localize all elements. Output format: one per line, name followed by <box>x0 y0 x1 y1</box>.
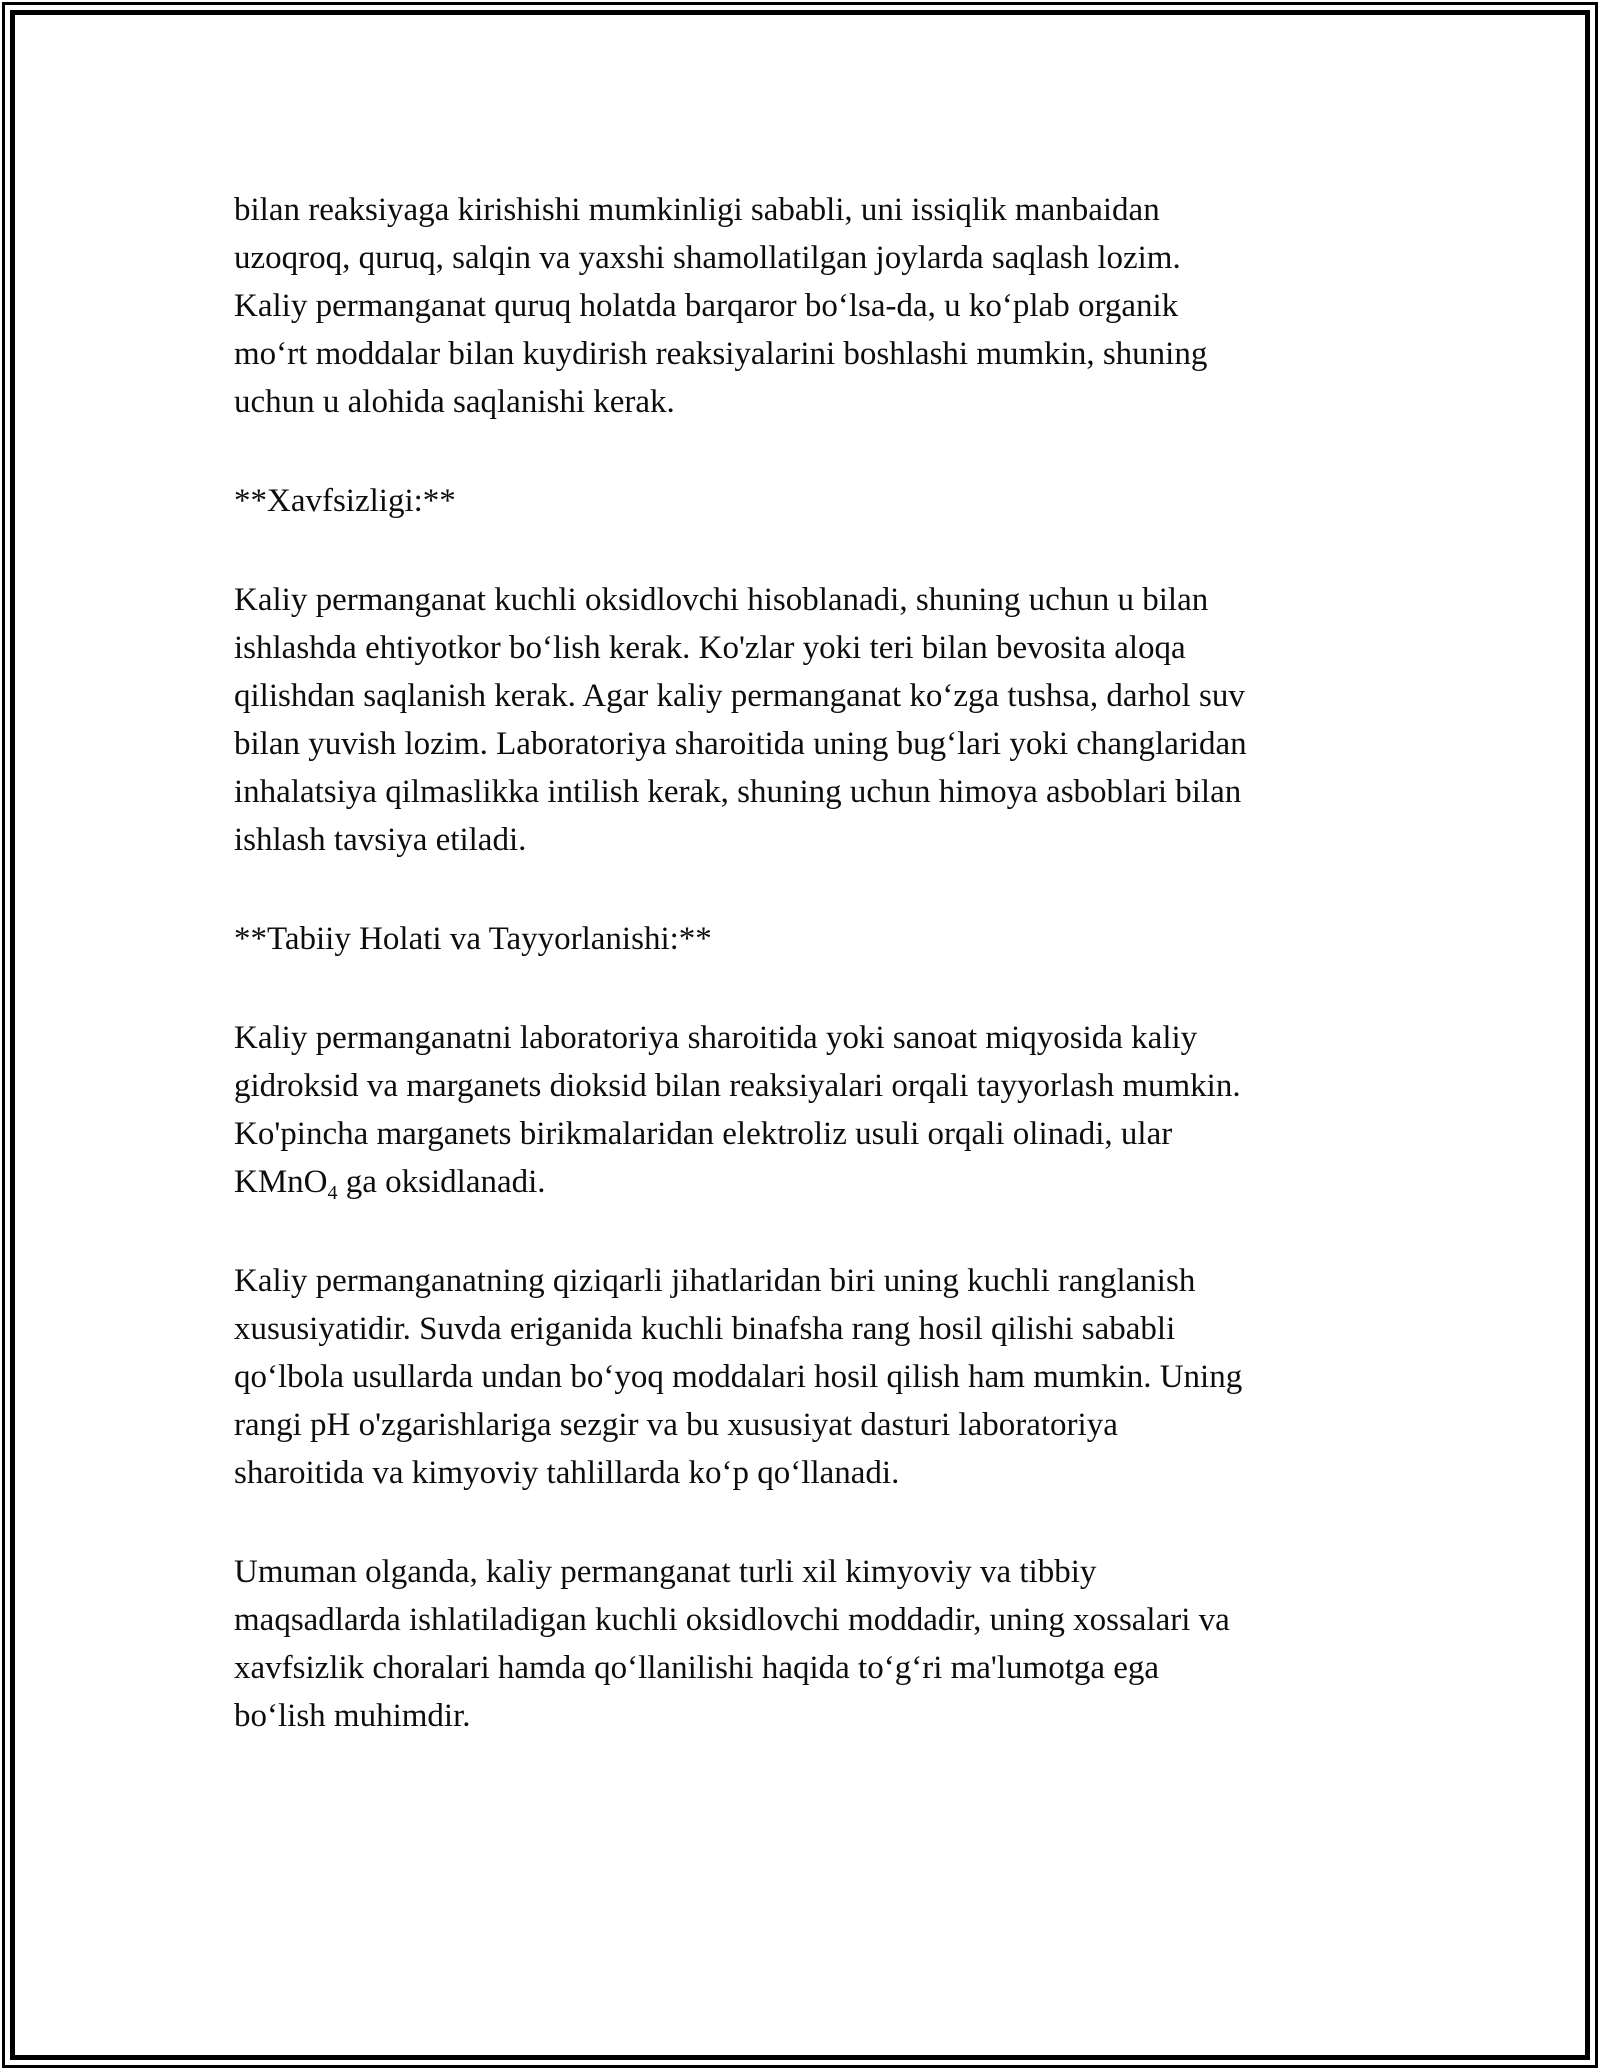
formula-prefix: KMnO <box>234 1164 328 1200</box>
text-line: bo‘lish muhimdir. <box>234 1698 471 1734</box>
page-outer-border <box>2 2 1598 2068</box>
text-line: Kaliy permanganat kuchli oksidlovchi hisoblanadi, shuning uchun u bilan <box>234 582 1209 618</box>
text-line: maqsadlarda ishlatiladigan kuchli oksidlovchi moddadir, uning xossalari va <box>234 1602 1230 1638</box>
text-line: inhalatsiya qilmaslikka intilish kerak, shuning uchun himoya asboblari bilan <box>234 774 1242 810</box>
heading-line: **Xavfsizligi:** <box>234 483 456 519</box>
formula-line <box>234 1158 1585 1206</box>
text-line: qilishdan saqlanish kerak. Agar kaliy permanganat ko‘zga tushsa, darhol suv <box>234 678 1245 714</box>
paragraph-conclusion <box>234 1548 1585 1740</box>
text-line: rangi pH o'zgarishlariga sezgir va bu xususiyat dasturi laboratoriya <box>234 1407 1118 1443</box>
text-line: Umuman olganda, kaliy permanganat turli xil kimyoviy va tibbiy <box>234 1554 1097 1590</box>
text-line: mo‘rt moddalar bilan kuydirish reaksiyalarini boshlashi mumkin, shuning <box>234 336 1208 372</box>
text-line: uzoqroq, quruq, salqin va yaxshi shamollatilgan joylarda saqlash lozim. <box>234 240 1181 276</box>
text-line: Ko'pincha marganets birikmalaridan elektroliz usuli orqali olinadi, ular <box>234 1116 1173 1152</box>
paragraph-storage <box>234 186 1585 426</box>
text-line: bilan yuvish lozim. Laboratoriya sharoitida uning bug‘lari yoki changlaridan <box>234 726 1247 762</box>
section-heading-safety <box>234 477 1585 525</box>
formula-subscript: 4 <box>327 1182 338 1204</box>
paragraph-coloring <box>234 1257 1585 1497</box>
document-content <box>15 15 1585 2055</box>
text-line: Kaliy permanganat quruq holatda barqaror bo‘lsa-da, u ko‘plab organik <box>234 288 1179 324</box>
text-line: xususiyatidir. Suvda eriganida kuchli binafsha rang hosil qilishi sababli <box>234 1311 1176 1347</box>
text-line: ishlash tavsiya etiladi. <box>234 822 527 858</box>
text-line: sharoitida va kimyoviy tahlillarda ko‘p qo‘llanadi. <box>234 1455 900 1491</box>
heading-line: **Tabiiy Holati va Tayyorlanishi:** <box>234 921 712 957</box>
text-line: ishlashda ehtiyotkor bo‘lish kerak. Ko'zlar yoki teri bilan bevosita aloqa <box>234 630 1186 666</box>
text-line: Kaliy permanganatning qiziqarli jihatlaridan biri uning kuchli ranglanish <box>234 1263 1196 1299</box>
text-line: xavfsizlik choralari hamda qo‘llanilishi haqida to‘g‘ri ma'lumotga ega <box>234 1650 1160 1686</box>
formula-suffix: ga oksidlanadi. <box>337 1164 546 1200</box>
text-line: qo‘lbola usullarda undan bo‘yoq moddalari hosil qilish ham mumkin. Uning <box>234 1359 1243 1395</box>
text-line: uchun u alohida saqlanishi kerak. <box>234 384 675 420</box>
text-line: Kaliy permanganatni laboratoriya sharoitida yoki sanoat miqyosida kaliy <box>234 1020 1198 1056</box>
paragraph-safety <box>234 576 1585 864</box>
page-inner-border <box>10 10 1590 2060</box>
text-line: bilan reaksiyaga kirishishi mumkinligi sababli, uni issiqlik manbaidan <box>234 192 1160 228</box>
text-line: gidroksid va marganets dioksid bilan reaksiyalari orqali tayyorlash mumkin. <box>234 1068 1241 1104</box>
paragraph-preparation <box>234 1014 1585 1206</box>
section-heading-natural-state <box>234 915 1585 963</box>
